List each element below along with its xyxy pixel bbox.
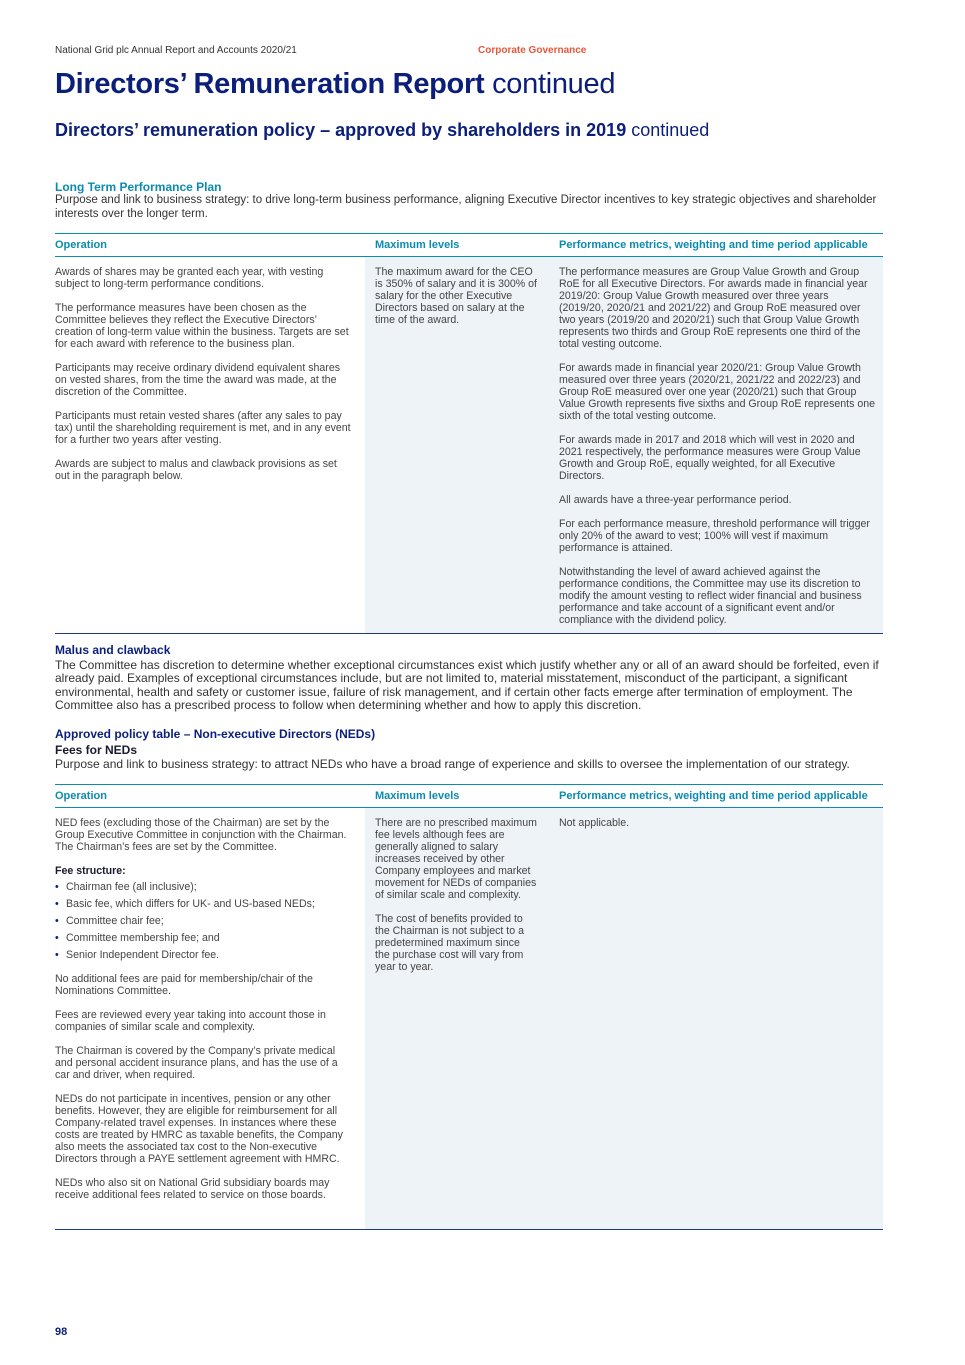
- list-item: • Basic fee, which differs for UK- and US-based NEDs;: [55, 898, 351, 910]
- ned-max-para: There are no prescribed maximum fee levels although fees are generally aligned to salary increases received by other Company employees and market movement for NEDs of companies of similar scale and complexity.: [375, 817, 537, 901]
- malus-heading: Malus and clawback: [55, 643, 171, 657]
- fee-structure-list: [55, 881, 351, 961]
- page-title-main: Directors’ Remuneration Report: [55, 68, 485, 100]
- ned-purpose: Purpose and link to business strategy: to attract NEDs who have a broad range of experience and skills to oversee the implementation of our strategy.: [55, 757, 850, 771]
- ltpp-metric-para: Notwithstanding the level of award achieved against the performance conditions, the Committee may use its discretion to modify the amount vesting to reflect wider financial and business performance and take account of a significant event and/or compliance with the dividend policy.: [559, 566, 862, 626]
- ltpp-metrics-cell: [549, 257, 883, 633]
- ned-table-header: [55, 784, 883, 808]
- ned-max-para: The cost of benefits provided to the Chairman is not subject to a predetermined maximum since the purchase cost will vary from year to year.: [375, 913, 524, 973]
- ltpp-table-header: [55, 233, 883, 257]
- page-title: [55, 68, 615, 101]
- col-metrics: Performance metrics, weighting and time period applicable: [559, 790, 868, 802]
- ned-op-para: No additional fees are paid for membership/chair of the Nominations Committee.: [55, 973, 313, 997]
- ltpp-metric-para: The performance measures are Group Value Growth and Group RoE for all Executive Directors. For awards made in financial year 2019/20: Group Value Growth measured over three years (2019/20, 2020/21 and 2021/22) and Group RoE measured over two years (2019/20 and 2020/21) such that Group Value Growth represents two thirds and Group RoE represents one third of the total vesting outcome.: [559, 266, 868, 350]
- col-operation: Operation: [55, 790, 107, 802]
- ltpp-maximum-cell: [365, 257, 549, 633]
- ned-op-intro: NED fees (excluding those of the Chairman) are set by the Group Executive Committee in conjunction with the Chairman. The Chairman’s fees are set by the Committee.: [55, 817, 347, 853]
- ned-operation-cell: [55, 808, 365, 1229]
- list-item: • Senior Independent Director fee.: [55, 949, 351, 961]
- ltpp-metric-para: All awards have a three-year performance period.: [559, 494, 792, 506]
- ltpp-table-row: [55, 257, 883, 634]
- ned-metrics-cell: [549, 808, 883, 1229]
- section-label: Corporate Governance: [478, 45, 587, 56]
- ltpp-op-para: The performance measures have been chosen as the Committee believes they reflect the Executive Directors’ creation of long-term value within the business. Targets are set for each award with reference to the business plan.: [55, 302, 349, 350]
- list-item: • Committee membership fee; and: [55, 932, 351, 944]
- col-operation: Operation: [55, 239, 107, 251]
- ltpp-metric-para: For awards made in financial year 2020/21: Group Value Growth measured over three years (2020/21, 2021/22 and 2022/23) and Group RoE measured over one year (2020/21) such that Group Value Growth represents five sixths and Group RoE represents one sixth of the total vesting outcome.: [559, 362, 876, 422]
- page-subtitle: [55, 120, 709, 141]
- ned-table-row: [55, 808, 883, 1230]
- ltpp-op-para: Participants may receive ordinary dividend equivalent shares on vested shares, from the time the award was made, at the discretion of the Committee.: [55, 362, 341, 398]
- page-title-continued: continued: [492, 68, 616, 100]
- list-item: • Chairman fee (all inclusive);: [55, 881, 351, 893]
- ltpp-metric-para: For each performance measure, threshold performance will trigger only 20% of the award to vest; 100% will vest if maximum performance is attained.: [559, 518, 870, 554]
- ned-op-para: NEDs who also sit on National Grid subsidiary boards may receive additional fees related to service on those boards.: [55, 1177, 330, 1201]
- ltpp-op-para: Participants must retain vested shares (after any sales to pay tax) until the shareholding requirement is met, and in any event for a further two years after vesting.: [55, 410, 351, 446]
- ned-metric-para: Not applicable.: [559, 817, 630, 829]
- ned-heading: Approved policy table – Non-executive Directors (NEDs): [55, 727, 376, 741]
- ltpp-op-para: Awards of shares may be granted each year, with vesting subject to long-term performance conditions.: [55, 266, 324, 290]
- list-item: • Committee chair fee;: [55, 915, 351, 927]
- ltpp-heading: Long Term Performance Plan: [55, 180, 222, 194]
- report-title: National Grid plc Annual Report and Accounts 2020/21: [55, 45, 297, 56]
- page-subtitle-main: Directors’ remuneration policy – approved by shareholders in 2019: [55, 120, 627, 140]
- ned-op-para: Fees are reviewed every year taking into account those in companies of similar scale and complexity.: [55, 1009, 326, 1033]
- malus-text: The Committee has discretion to determine whether exceptional circumstances exist which justify whether any or all of an award should be forfeited, even if already paid. Examples of exceptional circumstances include, but are not limited to, material misstatement, misconduct of the participant, a significant environmental, health and safety or customer issue, failure of risk management, and if certain other facts emerge after termination of employment. The Committee also has a prescribed process to follow when determining whether and how to apply this discretion.: [55, 658, 879, 713]
- col-maximum: Maximum levels: [375, 790, 460, 802]
- fee-structure-label: Fee structure:: [55, 865, 126, 877]
- page-subtitle-continued: continued: [631, 120, 710, 140]
- ned-op-para: The Chairman is covered by the Company’s private medical and personal accident insurance plans, and has the use of a car and driver, when required.: [55, 1045, 338, 1081]
- ned-subheading: Fees for NEDs: [55, 743, 138, 757]
- ltpp-purpose: Purpose and link to business strategy: to drive long-term business performance, aligning Executive Director incentives to key strategic objectives and shareholder interests over the longer term.: [55, 194, 877, 220]
- col-maximum: Maximum levels: [375, 239, 460, 251]
- ltpp-table: [55, 233, 883, 634]
- ltpp-op-para: Awards are subject to malus and clawback provisions as set out in the paragraph below.: [55, 458, 337, 482]
- ltpp-max-para: The maximum award for the CEO is 350% of salary and it is 300% of salary for the other Executive Directors based on salary at the time of the award.: [375, 266, 537, 326]
- ned-table: [55, 784, 883, 1230]
- ltpp-metric-para: For awards made in 2017 and 2018 which will vest in 2020 and 2021 respectively, the performance measures were Group Value Growth and Group RoE, equally weighted, for all Executive Directors.: [559, 434, 861, 482]
- page-number: 98: [55, 1326, 68, 1338]
- ned-op-para: NEDs do not participate in incentives, pension or any other benefits. However, they are eligible for reimbursement for all Company-related travel expenses. In instances where these costs are treated by HMRC as taxable benefits, the Company also meets the associated tax cost to the Non-executive Directors through a PAYE settlement agreement with HMRC.: [55, 1093, 343, 1165]
- ned-maximum-cell: [365, 808, 549, 1229]
- col-metrics: Performance metrics, weighting and time period applicable: [559, 239, 868, 251]
- ltpp-operation-cell: [55, 257, 365, 633]
